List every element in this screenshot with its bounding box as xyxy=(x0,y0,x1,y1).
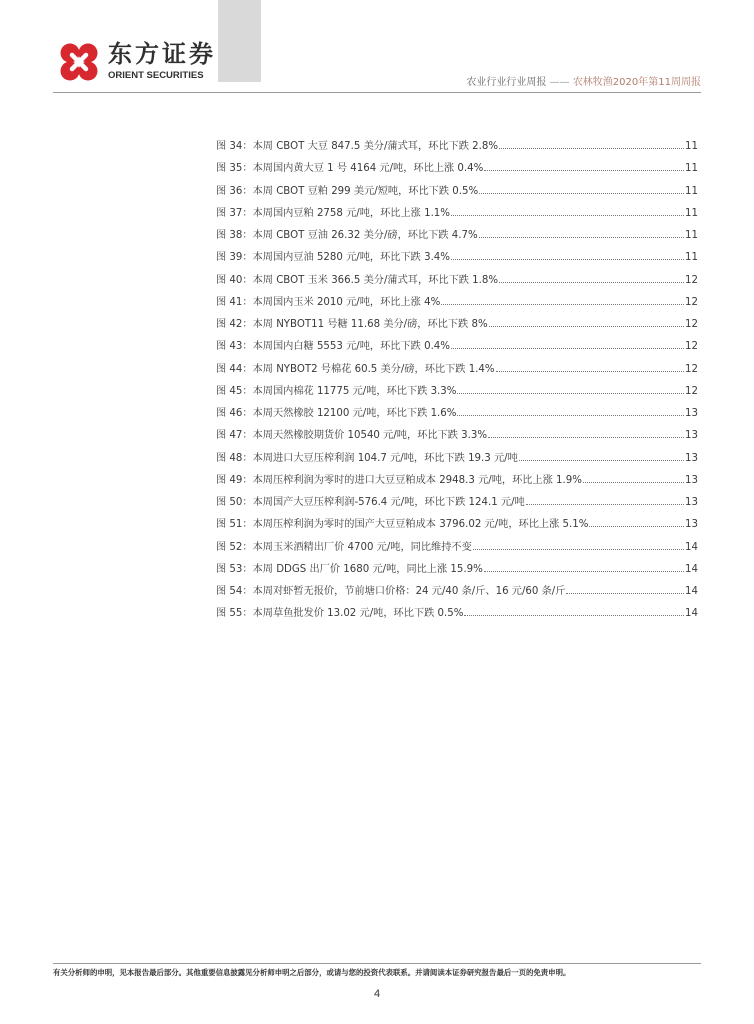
toc-entry-title: 图 50：本周国产大豆压榨利润-576.4 元/吨，环比下跌 124.1 元/吨 xyxy=(216,497,525,508)
toc-entry[interactable] xyxy=(216,538,698,560)
toc-entry[interactable] xyxy=(216,604,698,626)
toc-dot-leader xyxy=(526,496,684,505)
header-separator: —— xyxy=(549,77,570,88)
toc-dot-leader xyxy=(451,207,684,216)
toc-entry-title: 图 47：本周天然橡胶期货价 10540 元/吨，环比下跌 3.3% xyxy=(216,430,488,442)
toc-entry-title: 图 42：本周 NYBOT11 号糖 11.68 美分/磅，环比下跌 8% xyxy=(216,319,488,330)
toc-entry[interactable] xyxy=(216,159,698,181)
footer-rule xyxy=(53,963,701,964)
toc-entry-page: 13 xyxy=(685,519,698,531)
toc-dot-leader xyxy=(488,429,684,438)
toc-entry-title: 图 52：本周玉米酒精出厂价 4700 元/吨，同比维持不变 xyxy=(216,541,472,553)
toc-dot-leader xyxy=(464,607,684,616)
toc-entry-title: 图 35：本周国内黄大豆 1 号 4164 元/吨，环比上涨 0.4% xyxy=(216,163,484,175)
toc-entry-page: 14 xyxy=(685,608,698,620)
toc-entry-title: 图 45：本周国内棉花 11775 元/吨，环比下跌 3.3% xyxy=(216,385,457,397)
toc-entry[interactable] xyxy=(216,449,698,471)
toc-entry-title: 图 55：本周草鱼批发价 13.02 元/吨，环比下跌 0.5% xyxy=(216,608,464,620)
brand-name-cn: 东方证券 xyxy=(108,40,216,68)
toc-entry[interactable] xyxy=(216,248,698,270)
toc-entry[interactable] xyxy=(216,226,698,248)
toc-entry-page: 13 xyxy=(685,408,698,419)
toc-dot-leader xyxy=(499,274,684,283)
toc-entry[interactable] xyxy=(216,382,698,404)
toc-entry[interactable] xyxy=(216,404,698,426)
toc-dot-leader xyxy=(519,452,684,461)
toc-entry-page: 13 xyxy=(685,474,698,486)
toc-entry-page: 14 xyxy=(685,586,698,597)
toc-entry-page: 12 xyxy=(685,319,698,330)
toc-dot-leader xyxy=(589,518,684,527)
toc-entry-page: 11 xyxy=(685,141,698,152)
toc-entry-page: 14 xyxy=(685,541,698,553)
toc-dot-leader xyxy=(499,140,684,149)
toc-entry-page: 14 xyxy=(685,563,698,575)
toc-dot-leader xyxy=(457,407,684,416)
toc-entry[interactable] xyxy=(216,515,698,537)
toc-dot-leader xyxy=(451,251,684,260)
toc-entry-title: 图 48：本周进口大豆压榨利润 104.7 元/吨，环比下跌 19.3 元/吨 xyxy=(216,452,518,464)
toc-entry-page: 13 xyxy=(685,497,698,508)
toc-entry[interactable] xyxy=(216,137,698,159)
toc-entry[interactable] xyxy=(216,471,698,493)
report-header xyxy=(466,76,701,90)
toc-entry[interactable] xyxy=(216,293,698,315)
toc-dot-leader xyxy=(489,318,684,327)
toc-entry-title: 图 36：本周 CBOT 豆粕 299 美元/短吨，环比下跌 0.5% xyxy=(216,185,479,197)
toc-entry-title: 图 41：本周国内玉米 2010 元/吨，环比上涨 4% xyxy=(216,296,441,308)
toc-entry[interactable] xyxy=(216,315,698,337)
toc-entry-page: 12 xyxy=(685,274,698,286)
toc-entry-page: 12 xyxy=(685,296,698,308)
toc-entry-page: 13 xyxy=(685,430,698,442)
toc-entry[interactable] xyxy=(216,560,698,582)
report-subtitle: 农林牧渔2020年第11周周报 xyxy=(572,77,701,88)
toc-dot-leader xyxy=(457,385,684,394)
toc-entry[interactable] xyxy=(216,337,698,359)
toc-dot-leader xyxy=(479,229,684,238)
toc-entry-page: 11 xyxy=(685,185,698,197)
toc-entry-page: 13 xyxy=(685,452,698,464)
toc-entry-page: 12 xyxy=(685,385,698,397)
disclaimer-text: 有关分析师的申明，见本报告最后部分。其他重要信息披露见分析师申明之后部分，或请与您的投资代表联系。并请阅读本证券研究报告最后一页的免责申明。 xyxy=(53,968,571,977)
toc-entry-page: 11 xyxy=(685,207,698,219)
toc-entry-page: 11 xyxy=(685,252,698,264)
toc-entry-title: 图 38：本周 CBOT 豆油 26.32 美分/磅，环比下跌 4.7% xyxy=(216,230,478,241)
toc-dot-leader xyxy=(583,474,684,483)
toc-entry-page: 11 xyxy=(685,163,698,175)
page-number: 4 xyxy=(373,988,381,1000)
report-type: 农业行业行业周报 xyxy=(466,77,547,88)
toc-entry-title: 图 46：本周天然橡胶 12100 元/吨，环比下跌 1.6% xyxy=(216,408,457,419)
toc-dot-leader xyxy=(566,585,684,594)
toc-entry-title: 图 39：本周国内豆油 5280 元/吨，环比下跌 3.4% xyxy=(216,252,450,264)
toc-entry-title: 图 49：本周压榨利润为零时的进口大豆豆粕成本 2948.3 元/吨，环比上涨 1.9% xyxy=(216,474,582,486)
toc-dot-leader xyxy=(484,162,684,171)
toc-dot-leader xyxy=(441,296,684,305)
toc-entry[interactable] xyxy=(216,204,698,226)
toc-entry[interactable] xyxy=(216,360,698,382)
toc-entry-title: 图 54：本周对虾暂无报价，节前塘口价格：24 元/40 条/斤、16 元/60 条/斤 xyxy=(216,586,566,597)
toc-entry-title: 图 43：本周国内白糖 5553 元/吨，环比下跌 0.4% xyxy=(216,341,450,353)
toc-entry[interactable] xyxy=(216,582,698,604)
toc-entry-title: 图 37：本周国内豆粕 2758 元/吨，环比上涨 1.1% xyxy=(216,207,450,219)
toc-entry-title: 图 53：本周 DDGS 出厂价 1680 元/吨，同比上涨 15.9% xyxy=(216,563,483,575)
brand-name-en: ORIENT SECURITIES xyxy=(108,70,204,81)
toc-entry[interactable] xyxy=(216,182,698,204)
toc-dot-leader xyxy=(479,185,684,194)
toc-entry[interactable] xyxy=(216,271,698,293)
toc-entry[interactable] xyxy=(216,426,698,448)
toc-dot-leader xyxy=(496,363,684,372)
toc-entry-title: 图 40：本周 CBOT 玉米 366.5 美分/蒲式耳，环比下跌 1.8% xyxy=(216,274,499,286)
toc-entry[interactable] xyxy=(216,493,698,515)
orient-securities-logo xyxy=(56,42,102,82)
toc-entry-title: 图 34：本周 CBOT 大豆 847.5 美分/蒲式耳，环比下跌 2.8% xyxy=(216,141,499,152)
toc-entry-title: 图 51：本周压榨利润为零时的国产大豆豆粕成本 3796.02 元/吨，环比上涨 5.1% xyxy=(216,519,589,531)
toc-entry-title: 图 44：本周 NYBOT2 号棉花 60.5 美分/磅，环比下跌 1.4% xyxy=(216,363,495,375)
toc-entry-page: 12 xyxy=(685,341,698,353)
figure-list xyxy=(216,137,698,627)
toc-entry-page: 12 xyxy=(685,363,698,375)
toc-entry-page: 11 xyxy=(685,230,698,241)
header-gray-bar xyxy=(218,0,261,82)
toc-dot-leader xyxy=(451,340,684,349)
toc-dot-leader xyxy=(473,541,684,550)
header-rule xyxy=(53,92,701,93)
toc-dot-leader xyxy=(484,563,684,572)
